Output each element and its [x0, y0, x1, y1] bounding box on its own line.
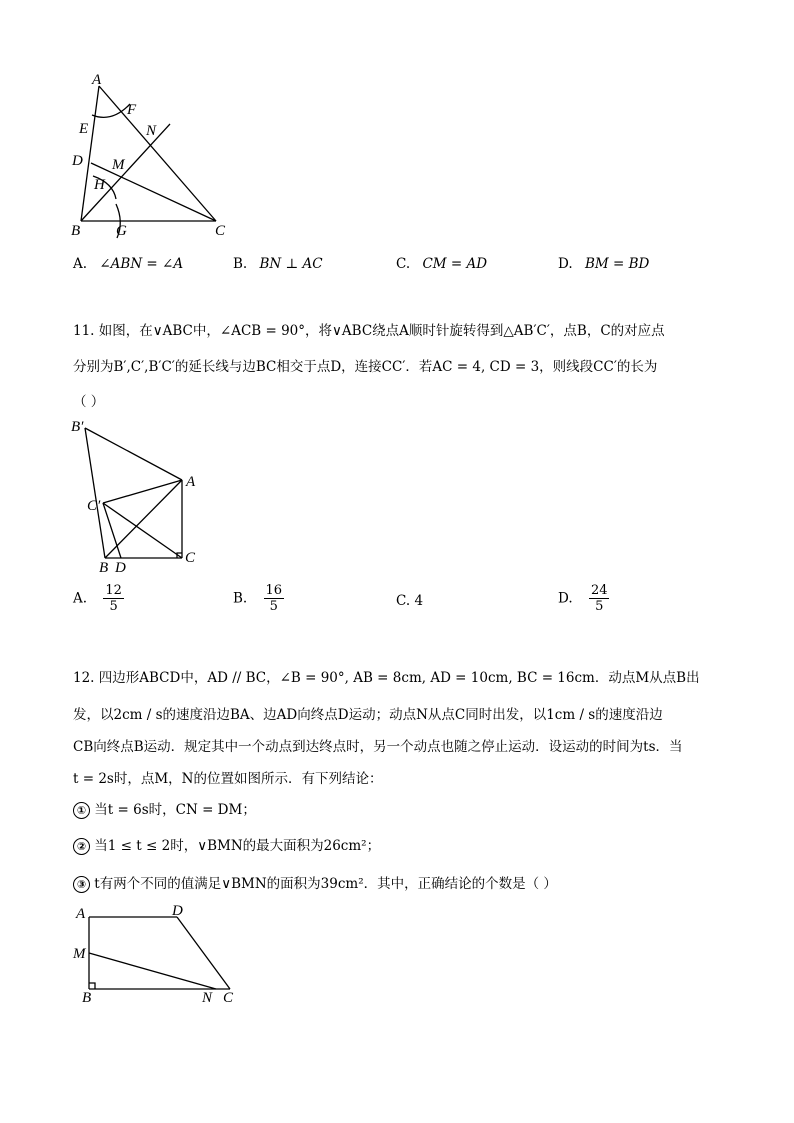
q12-line-3: CB向终点B运动．规定其中一个动点到达终点时，另一个动点也随之停止运动．设运动的时间为ts．当	[73, 739, 683, 755]
conclusion-text: 当t = 6s时，CN = DM；	[94, 802, 256, 818]
segment-mn	[89, 953, 216, 989]
segment-c-prime-d	[103, 503, 121, 558]
q10-option-b	[233, 256, 323, 272]
label-m: M	[73, 946, 86, 962]
q11-line-3: （ ）	[73, 394, 105, 410]
option-letter: C.	[396, 593, 411, 609]
option-text: BN ⊥ AC	[259, 256, 323, 272]
option-letter: D.	[558, 590, 573, 607]
circled-number-1: ①	[73, 802, 90, 819]
segment-bn	[81, 124, 170, 221]
denominator: 5	[595, 599, 604, 614]
label-d: D	[72, 153, 83, 169]
segment-dc	[177, 917, 230, 989]
label-f: F	[127, 102, 137, 118]
segment-b-prime-a	[85, 428, 182, 480]
q12-conclusion-1	[73, 798, 256, 819]
option-letter: D.	[558, 256, 573, 272]
q11-option-d	[558, 583, 609, 614]
label-b: B	[71, 223, 81, 239]
segment-b-prime-b	[85, 428, 105, 558]
q12-line-1: 12. 四边形ABCD中，AD // BC，∠B = 90°, AB = 8cm, AD = 10cm, BC = 16cm．动点M从点B出	[73, 670, 700, 686]
figure-triangle-abc-construction	[60, 60, 260, 245]
q11-option-c	[396, 593, 423, 609]
q11-line-1: 11. 如图，在∨ABC中，∠ACB = 90°，将∨ABC绕点A顺时针旋转得到△AB′C′，点B，C的对应点	[73, 323, 665, 339]
q11-line-2: 分别为B′,C′,B′C′的延长线与边BC相交于点D，连接CC′．若AC = 4, CD = 3，则线段CC′的长为	[73, 359, 658, 375]
option-letter: B.	[233, 256, 248, 272]
label-a: A	[76, 906, 86, 922]
segment-cc-prime	[103, 503, 182, 558]
fraction	[103, 583, 124, 614]
numerator: 12	[105, 583, 122, 598]
fraction	[264, 583, 285, 614]
right-angle-mark-b	[89, 983, 95, 989]
fraction	[589, 583, 610, 614]
label-c: C	[215, 223, 226, 239]
figure-trapezoid-abcd	[65, 900, 245, 1010]
option-text: BM = BD	[584, 256, 650, 272]
label-b: B	[82, 990, 92, 1006]
q10-option-c	[396, 256, 487, 272]
label-b-prime: B′	[71, 419, 84, 435]
denominator: 5	[109, 599, 118, 614]
q10-option-a	[73, 256, 183, 272]
label-a: A	[92, 72, 102, 88]
circled-number-3: ③	[73, 876, 90, 893]
label-h: H	[94, 177, 105, 193]
segment-dc	[91, 163, 216, 221]
option-text: 4	[414, 593, 424, 609]
label-m: M	[112, 157, 125, 173]
label-d: D	[115, 560, 126, 576]
label-n: N	[202, 990, 213, 1006]
numerator: 16	[265, 583, 283, 598]
label-d: D	[172, 903, 183, 919]
option-text: CM = AD	[422, 256, 488, 272]
conclusion-text: t有两个不同的值满足∨BMN的面积为39cm²．其中，正确结论的个数是（ ）	[94, 876, 557, 892]
option-text: ∠ABN = ∠A	[99, 256, 184, 272]
q12-line-4: t = 2s时，点M，N的位置如图所示．有下列结论：	[73, 771, 383, 787]
numerator: 24	[590, 583, 608, 598]
option-letter: A.	[73, 590, 88, 607]
label-a: A	[186, 474, 196, 490]
q12-conclusion-2	[73, 834, 380, 855]
label-n: N	[146, 123, 157, 139]
segment-ab	[81, 86, 99, 221]
segment-ac	[99, 86, 216, 221]
q11-option-a	[73, 583, 124, 614]
q11-option-b	[233, 583, 284, 614]
conclusion-text: 当1 ≤ t ≤ 2时，∨BMN的最大面积为26cm²；	[94, 838, 381, 854]
label-c: C	[185, 550, 196, 566]
label-c: C	[223, 990, 234, 1006]
option-letter: A.	[73, 256, 88, 272]
q12-line-2: 发，以2cm / s的速度沿边BA、边AD向终点D运动；动点N从点C同时出发，以1cm / s的速度沿边	[73, 707, 663, 723]
label-c-prime: C′	[87, 498, 101, 514]
label-e: E	[79, 121, 89, 137]
option-letter: C.	[396, 256, 411, 272]
figure-rotated-triangle	[65, 410, 205, 580]
label-g: G	[116, 223, 127, 239]
option-letter: B.	[233, 590, 248, 607]
label-b: B	[99, 560, 109, 576]
denominator: 5	[269, 599, 278, 614]
q10-option-d	[558, 256, 649, 272]
q12-conclusion-3	[73, 872, 557, 893]
circled-number-2: ②	[73, 838, 90, 855]
